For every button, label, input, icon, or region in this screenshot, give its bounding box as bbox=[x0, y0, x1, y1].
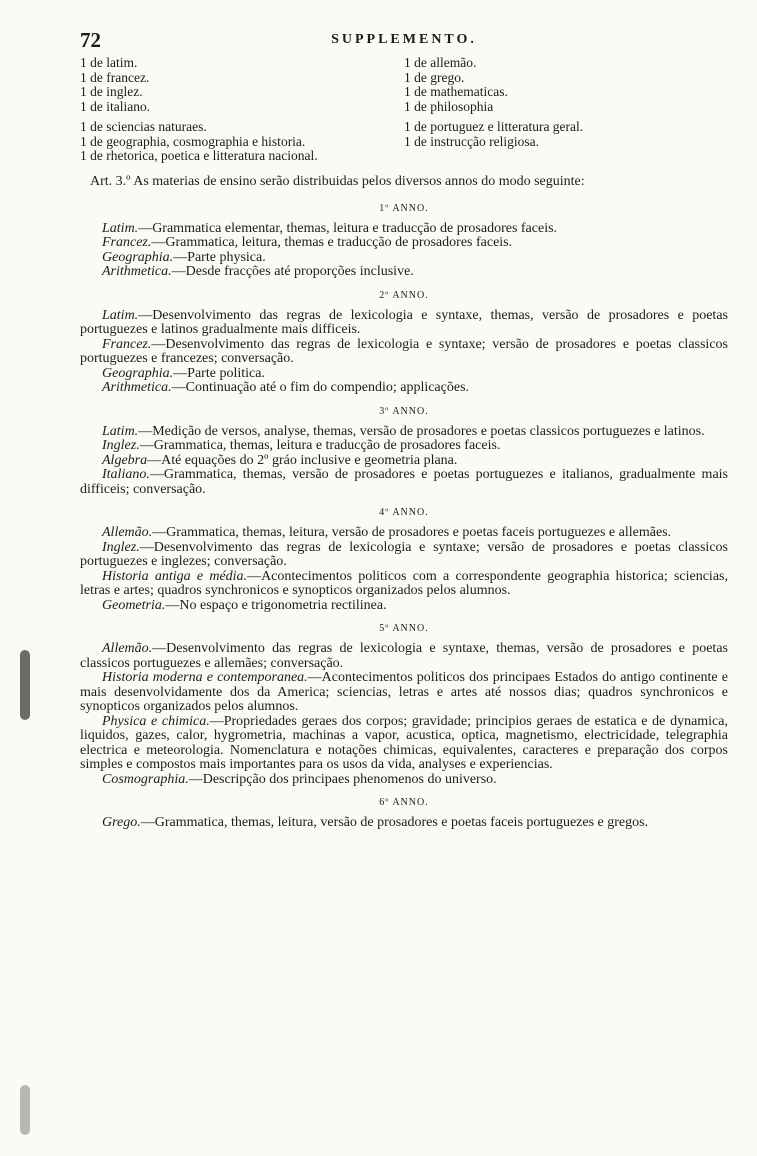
subject-entry bbox=[80, 338, 728, 367]
article-paragraph: Art. 3.º As materias de ensino serão distribuidas pelos diversos annos do modo seguinte: bbox=[90, 173, 585, 189]
subject-description: —Grammatica, themas, leitura, versão de prosadores e poetas faceis portuguezes e allemães. bbox=[152, 525, 672, 540]
subject-entry bbox=[80, 715, 728, 773]
subject-name: Cosmographia. bbox=[102, 771, 189, 787]
subject-line: 1 de philosophia bbox=[404, 98, 494, 114]
subject-description: —Desenvolvimento das regras de lexicologia e syntaxe, themas, versão de prosadores e poetas portuguezes e latinos gradualmente mais difficeis. bbox=[80, 307, 728, 337]
subject-entry bbox=[80, 425, 728, 440]
subject-column-right bbox=[404, 120, 728, 164]
subject-column-right bbox=[404, 56, 728, 114]
subject-entry bbox=[80, 381, 728, 396]
subject-name: Latim. bbox=[102, 220, 139, 236]
year-heading: 6º ANNO. bbox=[379, 797, 429, 808]
subject-entry bbox=[80, 642, 728, 671]
subject-line: 1 de instrucção religiosa. bbox=[404, 133, 539, 149]
subject-description: —Grammatica, leitura, themas e traducção de prosadores faceis. bbox=[151, 235, 513, 250]
page-header bbox=[80, 28, 728, 54]
subject-list-2 bbox=[80, 120, 728, 164]
subject-entry bbox=[80, 251, 728, 266]
subject-entry bbox=[80, 541, 728, 570]
subject-name: Historia moderna e contemporanea. bbox=[102, 670, 308, 685]
running-title: SUPPLEMENTO. bbox=[331, 32, 477, 47]
subject-description: —Parte physica. bbox=[173, 249, 266, 265]
subject-line: 1 de italiano. bbox=[80, 98, 151, 114]
subject-name: Physica e chimica. bbox=[102, 713, 210, 729]
subject-name: Algebra bbox=[102, 452, 148, 468]
subject-entry bbox=[80, 222, 728, 237]
subject-list-1 bbox=[80, 56, 728, 114]
subject-name: Geometria. bbox=[102, 597, 166, 613]
subject-description: —Desenvolvimento das regras de lexicologia e syntaxe; versão de prosadores e poetas classicos portuguezes e inglezes; conversação. bbox=[80, 539, 728, 569]
subject-entry bbox=[80, 816, 728, 831]
subject-name: Allemão. bbox=[102, 525, 153, 540]
subject-entry bbox=[80, 309, 728, 338]
subject-name: Latim. bbox=[102, 423, 139, 439]
subject-name: Latim. bbox=[102, 307, 139, 323]
year-heading: 2º ANNO. bbox=[379, 289, 429, 301]
subject-description: —Medição de versos, analyse, themas, versão de prosadores e poetas classicos portuguezes e latinos. bbox=[138, 423, 705, 439]
subject-line: 1 de francez. bbox=[80, 69, 150, 85]
subject-column-left bbox=[80, 120, 404, 164]
subject-description: —Grammatica elementar, themas, leitura e traducção de prosadores faceis. bbox=[138, 220, 558, 236]
subject-entry bbox=[80, 671, 728, 715]
year-heading: 3º ANNO. bbox=[379, 405, 429, 417]
subject-name: Arithmetica. bbox=[102, 264, 172, 279]
subject-description: —Continuação até o fim do compendio; applicações. bbox=[171, 380, 470, 395]
subject-description: —Grammatica, themas, leitura e traducção de prosadores faceis. bbox=[139, 438, 501, 453]
subject-entry bbox=[80, 454, 728, 469]
subject-description: —Propriedades geraes dos corpos; gravidade; principios geraes de estatica e de dynamica, liquidos, gazes, calor, hygrometria, machinas a vapor, acustica, optica, magnetismo, electricidade, telegraphia electrica e meteorologia. Nomenclatura e notações chimicas, equivalentes, caracteres e preparação dos corpos simples e compostos mais importantes para os usos da vida, analyses e experiencias. bbox=[80, 713, 728, 772]
subject-entry bbox=[80, 468, 728, 497]
subject-line: 1 de grego. bbox=[404, 69, 465, 85]
subject-line: 1 de inglez. bbox=[80, 84, 143, 99]
subject-line: 1 de portuguez e litteratura geral. bbox=[404, 119, 584, 134]
subject-description: —Desde fracções até proporções inclusive. bbox=[171, 264, 414, 279]
subject-entry bbox=[80, 570, 728, 599]
subject-description: —Parte politica. bbox=[173, 365, 265, 381]
subject-description: —Até equações do 2º gráo inclusive e geometria plana. bbox=[147, 452, 458, 468]
subject-description: —Acontecimentos politicos com a correspondente geographia historica; sciencias, letras e artes; quadros synchronicos e synopticos organizados pelos alumnos. bbox=[80, 568, 728, 598]
page-number: 72 bbox=[80, 28, 101, 52]
subject-line: 1 de allemão. bbox=[404, 55, 477, 70]
subject-description: —Acontecimentos politicos dos principaes Estados do antigo continente e mais desenvolvidamente dos da America; sciencias, letras e artes até nossos dias; quadros synchronicos e synopticos organizados pelos alumnos. bbox=[80, 670, 728, 714]
subject-entry bbox=[80, 599, 728, 614]
subject-entry bbox=[80, 526, 728, 541]
subject-name: Inglez. bbox=[102, 539, 140, 555]
ink-stain-mark bbox=[20, 1085, 30, 1135]
subject-line: 1 de sciencias naturaes. bbox=[80, 119, 207, 134]
subject-name: Historia antiga e média. bbox=[102, 568, 248, 584]
subject-description: —Grammatica, themas, leitura, versão de prosadores e poetas faceis portuguezes e gregos. bbox=[140, 815, 649, 830]
subject-name: Geographia. bbox=[102, 365, 174, 381]
subject-name: Francez. bbox=[102, 336, 152, 352]
subject-description: —Desenvolvimento das regras de lexicologia e syntaxe, themas, versão de prosadores e poetas classicos portuguezes e allemães; conversação. bbox=[80, 641, 728, 671]
subject-name: Francez. bbox=[102, 235, 152, 250]
subject-line: 1 de rhetorica, poetica e litteratura nacional. bbox=[80, 148, 318, 163]
subject-name: Arithmetica. bbox=[102, 380, 172, 395]
subject-entry bbox=[80, 773, 728, 788]
subject-entry bbox=[80, 367, 728, 382]
subject-description: —No espaço e trigonometria rectilinea. bbox=[165, 597, 387, 613]
subject-name: Geographia. bbox=[102, 249, 174, 265]
subject-column-left bbox=[80, 56, 404, 114]
year-heading: 1º ANNO. bbox=[379, 202, 429, 214]
subject-description: —Desenvolvimento das regras de lexicologia e syntaxe; versão de prosadores e poetas classicos portuguezes e francezes; conversação. bbox=[80, 336, 728, 366]
document-page bbox=[80, 28, 728, 831]
subject-name: Allemão. bbox=[102, 641, 153, 656]
subject-entry bbox=[80, 439, 728, 454]
subject-name: Inglez. bbox=[102, 438, 140, 453]
subject-line: 1 de geographia, cosmographia e historia. bbox=[80, 133, 306, 149]
subject-name: Grego. bbox=[102, 815, 141, 830]
subject-name: Italiano. bbox=[102, 467, 150, 482]
subject-line: 1 de latim. bbox=[80, 55, 138, 70]
subject-description: —Descripção dos principaes phenomenos do universo. bbox=[188, 771, 497, 787]
subject-description: —Grammatica, themas, versão de prosadores e poetas portuguezes e italianos, gradualmente mais difficeis; conversação. bbox=[80, 467, 728, 497]
subject-entry bbox=[80, 236, 728, 251]
year-heading: 5º ANNO. bbox=[379, 623, 429, 634]
ink-stain-mark bbox=[20, 650, 30, 720]
subject-entry bbox=[80, 265, 728, 280]
subject-line: 1 de mathematicas. bbox=[404, 84, 508, 99]
year-heading: 4º ANNO. bbox=[379, 507, 429, 518]
